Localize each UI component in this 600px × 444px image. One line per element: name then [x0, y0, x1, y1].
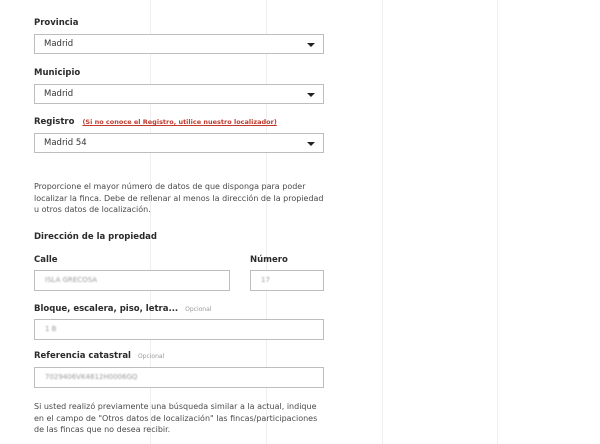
- calle-value: ISLA GRECOSA: [45, 276, 98, 284]
- calle-input[interactable]: [34, 270, 230, 291]
- numero-value: 17: [261, 276, 270, 284]
- registro-value: Madrid 54: [44, 138, 87, 148]
- provincia-value: Madrid: [44, 39, 74, 49]
- municipio-label: Municipio: [34, 68, 81, 78]
- registro-select[interactable]: [34, 133, 324, 153]
- bloque-label-row: [34, 304, 211, 314]
- provincia-select[interactable]: [34, 34, 324, 54]
- referencia-label-row: [34, 351, 164, 361]
- bg-divider: [497, 0, 498, 444]
- direccion-heading: Dirección de la propiedad: [34, 232, 157, 242]
- bloque-input[interactable]: [34, 319, 324, 340]
- registro-label-row: [34, 117, 277, 127]
- calle-label: Calle: [34, 255, 58, 265]
- chevron-down-icon: [307, 142, 315, 146]
- registro-label: Registro: [34, 117, 75, 127]
- numero-input[interactable]: [250, 270, 324, 291]
- referencia-value: 7029406VK4812H0006GQ: [45, 373, 138, 381]
- bg-divider: [382, 0, 383, 444]
- numero-label: Número: [250, 255, 288, 265]
- chevron-down-icon: [307, 43, 315, 47]
- provincia-label: Provincia: [34, 18, 79, 28]
- bloque-value: 1 B: [45, 325, 57, 333]
- referencia-optional-tag: Opcional: [137, 353, 165, 360]
- previous-search-note: Si usted realizó previamente una búsqueda similar a la actual, indique en el campo de "Otros datos de localización" las fincas/participaciones de las fincas que no desea recibir.: [34, 402, 318, 434]
- registro-localizador-link[interactable]: (Si no conoce el Registro, utilice nuestro localizador): [82, 118, 277, 126]
- referencia-label: Referencia catastral: [34, 351, 131, 361]
- referencia-input[interactable]: [34, 367, 324, 388]
- municipio-value: Madrid: [44, 89, 74, 99]
- bloque-label: Bloque, escalera, piso, letra...: [34, 304, 179, 314]
- chevron-down-icon: [307, 93, 315, 97]
- bloque-optional-tag: Opcional: [185, 306, 212, 313]
- municipio-select[interactable]: [34, 84, 324, 104]
- instructions-text: Proporcione el mayor número de datos de que disponga para poder localizar la finca. Debe de rellenar al menos la dirección de la propiedad u otros datos de localización.: [34, 182, 324, 214]
